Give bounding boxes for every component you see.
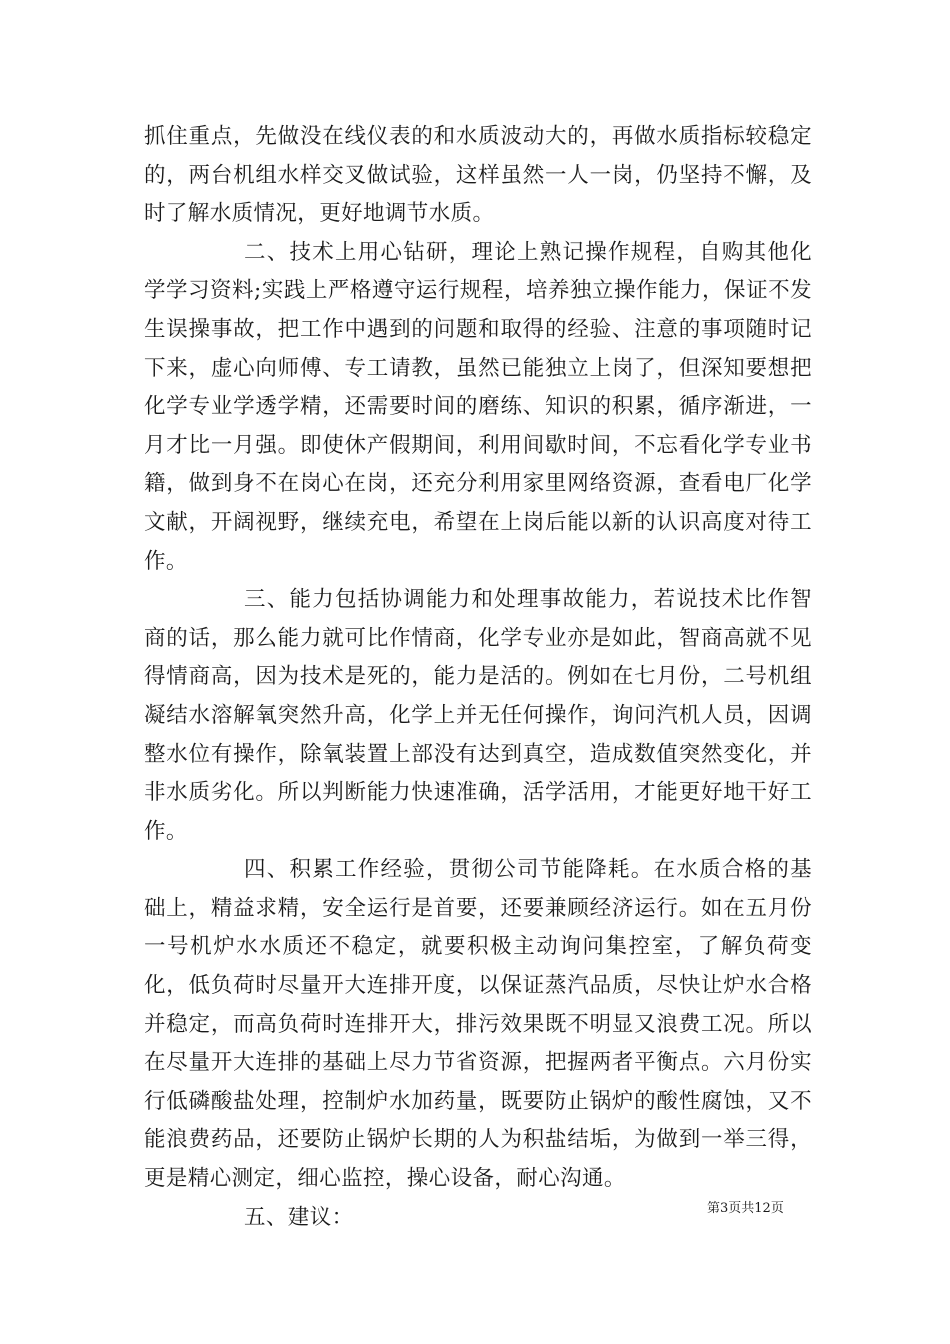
paragraph-section-two: 二、技术上用心钻研，理论上熟记操作规程，自购其他化学学习资料;实践上严格遵守运行规程，培养独立操作能力，保证不发生误操事故，把工作中遇到的问题和取得的经验、注意的事项随时记下来，虚心向师傅、专工请教，虽然已能独立上岗了，但深知要想把化学专业学透学精，还需要时间的磨练、知识的积累，循序渐进，一月才比一月强。即使休产假期间，利用间歇时间，不忘看化学专业书籍，做到身不在岗心在岗，还充分利用家里网络资源，查看电厂化学文献，开阔视野，继续充电，希望在上岗后能以新的认识高度对待工作。 <box>144 239 812 574</box>
paragraph-section-four: 四、积累工作经验，贯彻公司节能降耗。在水质合格的基础上，精益求精，安全运行是首要，还要兼顾经济运行。如在五月份一号机炉水水质还不稳定，就要积极主动询问集控室，了解负荷变化，低负荷时尽量开大连排开度，以保证蒸汽品质，尽快让炉水合格并稳定，而高负荷时连排开大，排污效果既不明显又浪费工况。所以在尽量开大连排的基础上尽力节省资源，把握两者平衡点。六月份实行低磷酸盐处理，控制炉水加药量，既要防止锅炉的酸性腐蚀，又不能浪费药品，还要防止锅炉长期的人为积盐结垢，为做到一举三得，更是精心测定，细心监控，操心设备，耐心沟通。 <box>144 857 812 1192</box>
paragraph-continuation: 抓住重点，先做没在线仪表的和水质波动大的，再做水质指标较稳定的，两台机组水样交叉做试验，这样虽然一人一岗，仍坚持不懈，及时了解水质情况，更好地调节水质。 <box>144 124 812 227</box>
paragraph-section-three: 三、能力包括协调能力和处理事故能力，若说技术比作智商的话，那么能力就可比作情商，化学专业亦是如此，智商高就不见得情商高，因为技术是死的，能力是活的。例如在七月份，二号机组凝结水溶解氧突然升高，化学上并无任何操作，询问汽机人员，因调整水位有操作，除氧装置上部没有达到真空，造成数值突然变化，并非水质劣化。所以判断能力快速准确，活学活用，才能更好地干好工作。 <box>144 587 812 844</box>
paragraph-section-five-heading: 五、建议： <box>244 1204 354 1230</box>
document-body <box>144 118 812 1237</box>
page-number-footer: 第3页共12页 <box>707 1201 784 1216</box>
